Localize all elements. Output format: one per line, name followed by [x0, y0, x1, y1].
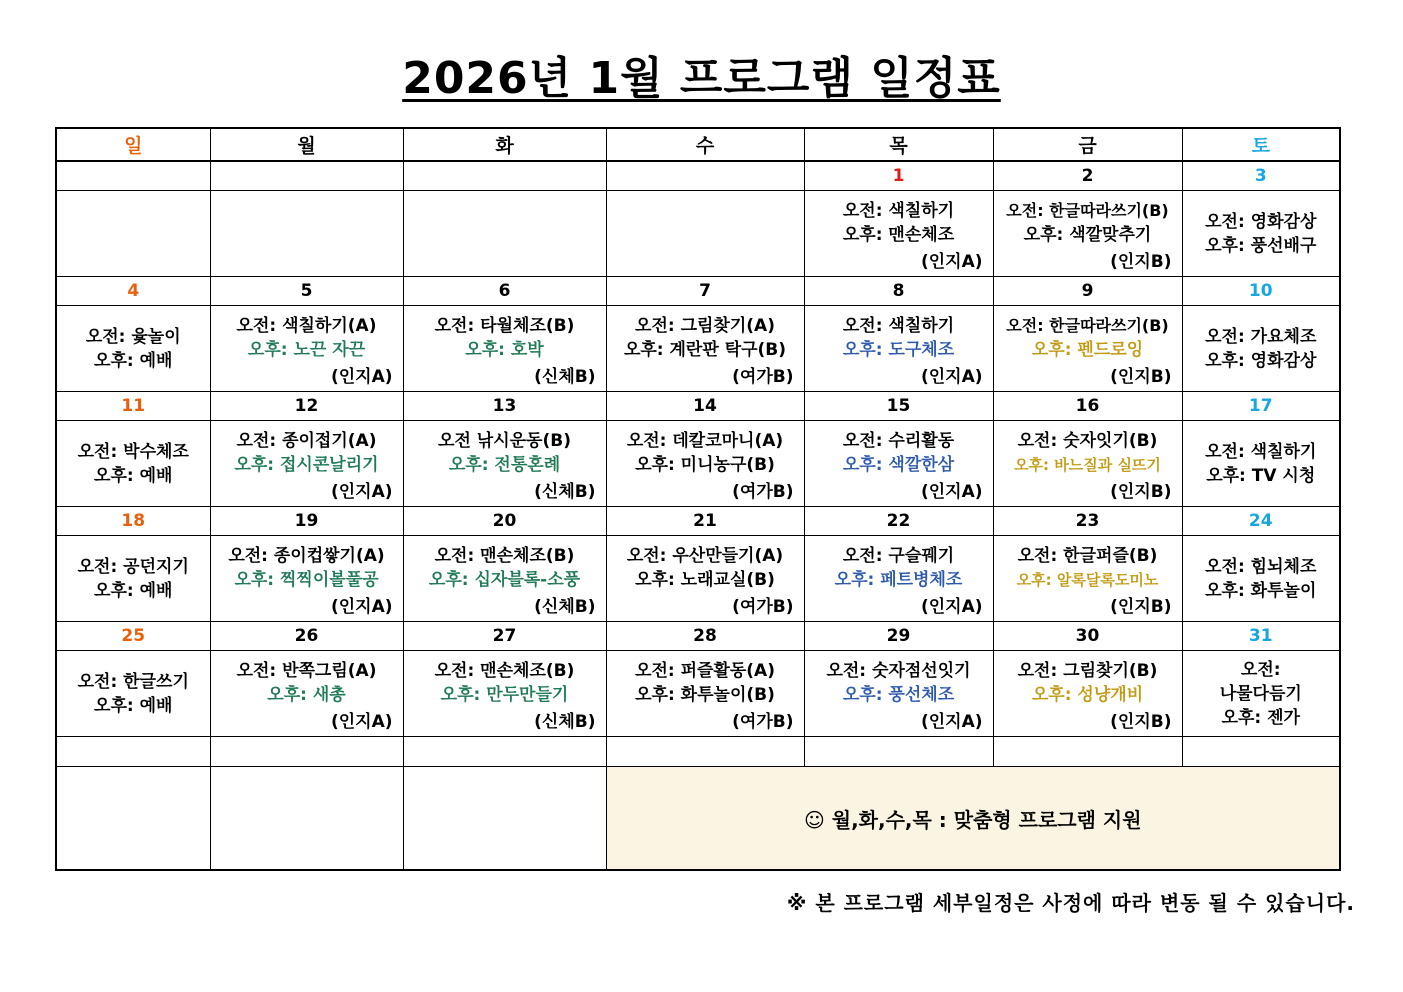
date-number — [210, 161, 403, 191]
category-tag: (인지A) — [920, 712, 983, 732]
category-tag: (인지A) — [920, 367, 983, 387]
date-number: 25 — [56, 622, 210, 651]
activity-line: 오후: 예배 — [94, 350, 173, 371]
category-tag: (여가B) — [732, 597, 794, 617]
footer-row — [56, 767, 1340, 871]
category-tag: (신체B) — [534, 597, 596, 617]
empty-cell — [804, 737, 993, 767]
program-cell — [993, 191, 1182, 277]
activity-line: 오전: 공던지기 — [77, 556, 189, 577]
empty-cell — [56, 767, 210, 871]
activity-line: 오후: 색깔한삼 — [842, 455, 955, 475]
activity-line: 오후: 풍선체조 — [842, 685, 955, 705]
program-cell — [210, 536, 403, 622]
date-number: 14 — [606, 392, 804, 421]
program-cell — [210, 306, 403, 392]
program-cell — [403, 421, 606, 507]
program-cell — [804, 651, 993, 737]
activity-line: 오전: 구슬꿰기 — [842, 546, 955, 566]
date-number: 7 — [606, 277, 804, 306]
activity-line: 오후: 바느질과 실뜨기 — [1014, 456, 1161, 474]
activity-line: 오전: 반쪽그림(A) — [236, 661, 377, 681]
program-cell — [56, 306, 210, 392]
activity-line: 오후: 예배 — [94, 465, 173, 486]
empty-cell — [403, 737, 606, 767]
activity-line: 오전: 색칠하기 — [1205, 441, 1317, 462]
date-number: 20 — [403, 507, 606, 536]
activity-line: 오후: 알록달록도미노 — [1016, 571, 1159, 589]
activity-line: 오전: 맨손체조(B) — [434, 546, 575, 566]
program-cell — [606, 191, 804, 277]
activity-line: 오후: 십자블록-소풍 — [428, 570, 581, 590]
program-row — [56, 191, 1340, 277]
activity-line: 오후: 새총 — [267, 685, 346, 705]
program-cell — [210, 191, 403, 277]
activity-line: 오전: 우산만들기(A) — [626, 546, 784, 566]
date-number: 6 — [403, 277, 606, 306]
category-tag: (인지B) — [1110, 252, 1172, 272]
date-number: 3 — [1182, 161, 1340, 191]
activity-line: 오전: 종이컵쌓기(A) — [228, 546, 385, 566]
program-cell — [1182, 421, 1340, 507]
date-number: 26 — [210, 622, 403, 651]
date-number: 30 — [993, 622, 1182, 651]
category-tag: (신체B) — [534, 367, 596, 387]
program-cell — [606, 306, 804, 392]
date-row — [56, 507, 1340, 536]
activity-line: 오전: 한글따라쓰기(B) — [1006, 201, 1169, 220]
date-number: 21 — [606, 507, 804, 536]
activity-line: 오후: 예배 — [94, 695, 173, 716]
activity-line: 오후: 풍선배구 — [1205, 235, 1317, 256]
category-tag: (인지A) — [920, 597, 983, 617]
activity-line: 오전: 숫자잇기(B) — [1017, 431, 1158, 451]
activity-line: 오전: 퍼즐활동(A) — [635, 661, 775, 681]
date-number: 12 — [210, 392, 403, 421]
activity-line: 오전: 데칼코마니(A) — [626, 431, 784, 451]
program-cell — [606, 651, 804, 737]
activity-line: 오후: 젠가 — [1221, 707, 1300, 728]
program-cell — [606, 536, 804, 622]
date-number — [403, 161, 606, 191]
date-row — [56, 161, 1340, 191]
activity-line: 오후: 색깔맞추기 — [1023, 225, 1152, 245]
category-tag: (인지B) — [1110, 712, 1172, 732]
program-cell — [606, 421, 804, 507]
program-row — [56, 421, 1340, 507]
date-number: 23 — [993, 507, 1182, 536]
category-tag: (인지B) — [1110, 367, 1172, 387]
activity-line: 오전: 박수체조 — [77, 441, 189, 462]
program-row — [56, 536, 1340, 622]
footnote: ※ 본 프로그램 세부일정은 사정에 따라 변동 될 수 있습니다. — [786, 891, 1355, 915]
activity-line: 오후: 영화감상 — [1205, 350, 1317, 371]
program-cell — [403, 651, 606, 737]
activity-line: 오전: 영화감상 — [1205, 211, 1317, 232]
activity-line: 오전: — [1240, 659, 1281, 680]
date-row — [56, 277, 1340, 306]
date-row — [56, 622, 1340, 651]
category-tag: (인지B) — [1110, 482, 1172, 502]
weekday-saturday: 토 — [1182, 128, 1340, 161]
program-cell — [403, 306, 606, 392]
activity-line: 오후: 도구체조 — [842, 340, 955, 360]
program-cell — [56, 651, 210, 737]
activity-line: 오전: 가요체조 — [1205, 326, 1317, 347]
activity-line: 오전: 맨손체조(B) — [434, 661, 575, 681]
category-tag: (신체B) — [534, 712, 596, 732]
category-tag: (여가B) — [732, 712, 794, 732]
weekday-monday: 월 — [210, 128, 403, 161]
program-cell — [210, 651, 403, 737]
category-tag: (인지A) — [330, 597, 393, 617]
empty-cell — [210, 737, 403, 767]
date-number: 17 — [1182, 392, 1340, 421]
date-row — [56, 392, 1340, 421]
activity-line: 오전: 색칠하기 — [842, 316, 955, 336]
activity-line: 오후: 화투놀이 — [1205, 580, 1317, 601]
program-cell — [56, 536, 210, 622]
empty-cell — [210, 767, 403, 871]
support-note: ☺ 월,화,수,목 : 맞춤형 프로그램 지원 — [606, 767, 1340, 871]
empty-cell — [1182, 737, 1340, 767]
category-tag: (여가B) — [732, 367, 794, 387]
program-cell — [1182, 651, 1340, 737]
category-tag: (인지B) — [1110, 597, 1172, 617]
activity-line: 오후: 노끈 자끈 — [247, 340, 366, 360]
activity-line: 오후: 접시콘날리기 — [234, 455, 379, 475]
weekday-header-row — [56, 128, 1340, 161]
weekday-wednesday: 수 — [606, 128, 804, 161]
program-cell — [1182, 191, 1340, 277]
activity-line: 오전: 그림찾기(B) — [1017, 661, 1158, 681]
activity-line: 오전 낚시운동(B) — [438, 431, 571, 451]
program-cell — [804, 536, 993, 622]
program-cell — [993, 421, 1182, 507]
date-number: 18 — [56, 507, 210, 536]
blank-row — [56, 737, 1340, 767]
date-number: 11 — [56, 392, 210, 421]
category-tag: (신체B) — [534, 482, 596, 502]
date-number: 9 — [993, 277, 1182, 306]
program-cell — [993, 306, 1182, 392]
program-cell — [1182, 536, 1340, 622]
date-number: 24 — [1182, 507, 1340, 536]
category-tag: (인지A) — [330, 712, 393, 732]
activity-line: 오전: 그림찾기(A) — [635, 316, 775, 336]
date-number: 13 — [403, 392, 606, 421]
activity-line: 오전: 색칠하기 — [842, 201, 955, 221]
activity-line: 오전: 색칠하기(A) — [236, 316, 377, 336]
empty-cell — [606, 737, 804, 767]
date-number: 31 — [1182, 622, 1340, 651]
weekday-sunday: 일 — [56, 128, 210, 161]
program-cell — [804, 191, 993, 277]
activity-line: 오전: 힘뇌체조 — [1205, 556, 1317, 577]
date-number: 5 — [210, 277, 403, 306]
date-number — [56, 161, 210, 191]
activity-line: 오후: 맨손체조 — [842, 225, 955, 245]
activity-line: 오전: 수리활동 — [842, 431, 955, 451]
activity-line: 오후: 노래교실(B) — [635, 570, 775, 590]
category-tag: (인지A) — [330, 482, 393, 502]
program-row — [56, 651, 1340, 737]
program-cell — [210, 421, 403, 507]
program-cell — [804, 421, 993, 507]
program-cell — [56, 421, 210, 507]
activity-line: 나물다듬기 — [1219, 683, 1302, 704]
program-cell — [993, 651, 1182, 737]
activity-line: 오전: 숫자점선잇기 — [826, 661, 971, 681]
date-number: 29 — [804, 622, 993, 651]
date-number: 22 — [804, 507, 993, 536]
activity-line: 오후: 펜드로잉 — [1031, 340, 1144, 360]
date-number: 19 — [210, 507, 403, 536]
activity-line: 오후: 페트병체조 — [834, 570, 963, 590]
weekday-tuesday: 화 — [403, 128, 606, 161]
empty-cell — [403, 767, 606, 871]
activity-line: 오전: 한글따라쓰기(B) — [1006, 316, 1169, 335]
activity-line: 오후: 찍찍이볼풀공 — [234, 570, 379, 590]
activity-line: 오전: 한글쓰기 — [77, 671, 189, 692]
date-number: 28 — [606, 622, 804, 651]
weekday-thursday: 목 — [804, 128, 993, 161]
date-number — [606, 161, 804, 191]
program-cell — [993, 536, 1182, 622]
category-tag: (인지A) — [920, 252, 983, 272]
activity-line: 오전: 윷놀이 — [85, 326, 181, 347]
activity-line: 오후: 호박 — [465, 340, 544, 360]
date-number: 27 — [403, 622, 606, 651]
empty-cell — [993, 737, 1182, 767]
activity-line: 오전: 종이접기(A) — [236, 431, 377, 451]
page-title: 2026년 1월 프로그램 일정표 — [402, 53, 1001, 104]
schedule-table — [55, 127, 1341, 871]
date-number: 2 — [993, 161, 1182, 191]
program-row — [56, 306, 1340, 392]
date-number: 16 — [993, 392, 1182, 421]
activity-line: 오후: 성냥개비 — [1031, 685, 1144, 705]
category-tag: (여가B) — [732, 482, 794, 502]
activity-line: 오후: 만두만들기 — [440, 685, 569, 705]
date-number: 4 — [56, 277, 210, 306]
program-cell — [56, 191, 210, 277]
activity-line: 오후: 예배 — [94, 580, 173, 601]
activity-line: 오전: 한글퍼즐(B) — [1017, 546, 1158, 566]
program-cell — [1182, 306, 1340, 392]
category-tag: (인지A) — [920, 482, 983, 502]
date-number: 1 — [804, 161, 993, 191]
weekday-friday: 금 — [993, 128, 1182, 161]
activity-line: 오후: 전통혼례 — [448, 455, 561, 475]
date-number: 15 — [804, 392, 993, 421]
category-tag: (인지A) — [330, 367, 393, 387]
date-number: 8 — [804, 277, 993, 306]
program-cell — [403, 536, 606, 622]
activity-line: 오후: 미니농구(B) — [635, 455, 775, 475]
empty-cell — [56, 737, 210, 767]
activity-line: 오후: 계란판 탁구(B) — [623, 340, 787, 360]
date-number: 10 — [1182, 277, 1340, 306]
activity-line: 오후: 화투놀이(B) — [635, 685, 775, 705]
program-cell — [804, 306, 993, 392]
activity-line: 오후: TV 시청 — [1206, 465, 1316, 486]
activity-line: 오전: 타월체조(B) — [434, 316, 575, 336]
program-cell — [403, 191, 606, 277]
